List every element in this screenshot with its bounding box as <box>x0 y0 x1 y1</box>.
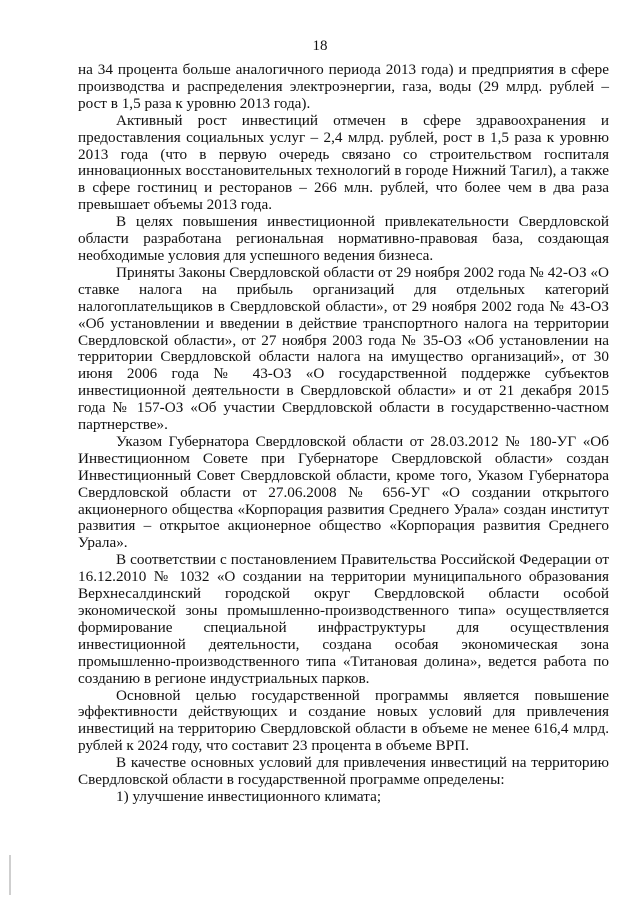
paragraph-conditions-intro: В качестве основных условий для привлечения инвестиций на территорию Свердловской области в государственной программе определены: <box>78 754 609 789</box>
paragraph-laws: Приняты Законы Свердловской области от 29 ноября 2002 года № 42-ОЗ «О ставке налога на прибыль организаций для отдельных категорий налогоплательщиков в Свердловской области», от 29 ноября 2002 года № 43-ОЗ «Об установлении и введении в действие транспортного налога на территории Свердловской области», от 27 ноября 2003 года № 35-ОЗ «Об установлении на территории Свердловской области налога на имущество организаций», от 30 июня 2006 года № 43-ОЗ «О государственной поддержке субъектов инвестиционной деятельности в Свердловской области» и от 21 декабря 2015 года № 157-ОЗ «Об участии Свердловской области в государственно-частном партнерстве». <box>78 263 609 434</box>
page-number: 18 <box>312 38 328 54</box>
paragraph-investment-growth: Активный рост инвестиций отмечен в сфере здравоохранения и предоставления социальных услуг – 2,4 млрд. рублей, рост в 1,5 раза к уровню 2013 года (что в первую очередь связано со строительством госпиталя инновационных восстановительных технологий в городе Нижний Тагил), а также в сфере гостиниц и ресторанов – 266 млн. рублей, что более чем в два раза превышает объемы 2013 года. <box>78 111 609 214</box>
paragraph-program-goal: Основной целью государственной программы является повышение эффективности действующих и создание новых условий для привлечения инвестиций на территорию Свердловской области в объеме не менее 616,4 млрд. рублей к 2024 году, что составит 23 процента в объеме ВРП. <box>78 686 609 755</box>
body-text <box>78 62 609 806</box>
paragraph-regulatory-base: В целях повышения инвестиционной привлекательности Свердловской области разработана региональная нормативно-правовая база, создающая необходимые условия для успешного ведения бизнеса. <box>78 213 609 264</box>
scan-edge-mark <box>9 855 11 895</box>
paragraph-continuation: на 34 процента больше аналогичного периода 2013 года) и предприятия в сфере производства и распределения электроэнергии, газа, воды (29 млрд. рублей – рост в 1,5 раза к уровню 2013 года). <box>78 61 609 112</box>
paragraph-governor-decree: Указом Губернатора Свердловской области от 28.03.2012 № 180-УГ «Об Инвестиционном Совете при Губернаторе Свердловской области» создан Инвестиционный Совет Свердловской области, кроме того, Указом Губернатора Свердловской области от 27.06.2008 № 656-УГ «О создании открытого акционерного общества «Корпорация развития Среднего Урала» создан институт развития – открытое акционерное общество «Корпорация развития Среднего Урала». <box>78 432 609 552</box>
list-item-investment-climate: 1) улучшение инвестиционного климата; <box>116 787 382 805</box>
paragraph-economic-zone: В соответствии с постановлением Правительства Российской Федерации от 16.12.2010 № 1032 «О создании на территории муниципального образования Верхнесалдинский городской округ Свердловской области особой экономической зоны промышленно-производственного типа» осуществляется формирование специальной инфраструктуры для осуществления инвестиционной деятельности, создана особая экономическая зона промышленно-производственного типа «Титановая долина», ведется работа по созданию в регионе индустриальных парков. <box>78 551 609 687</box>
